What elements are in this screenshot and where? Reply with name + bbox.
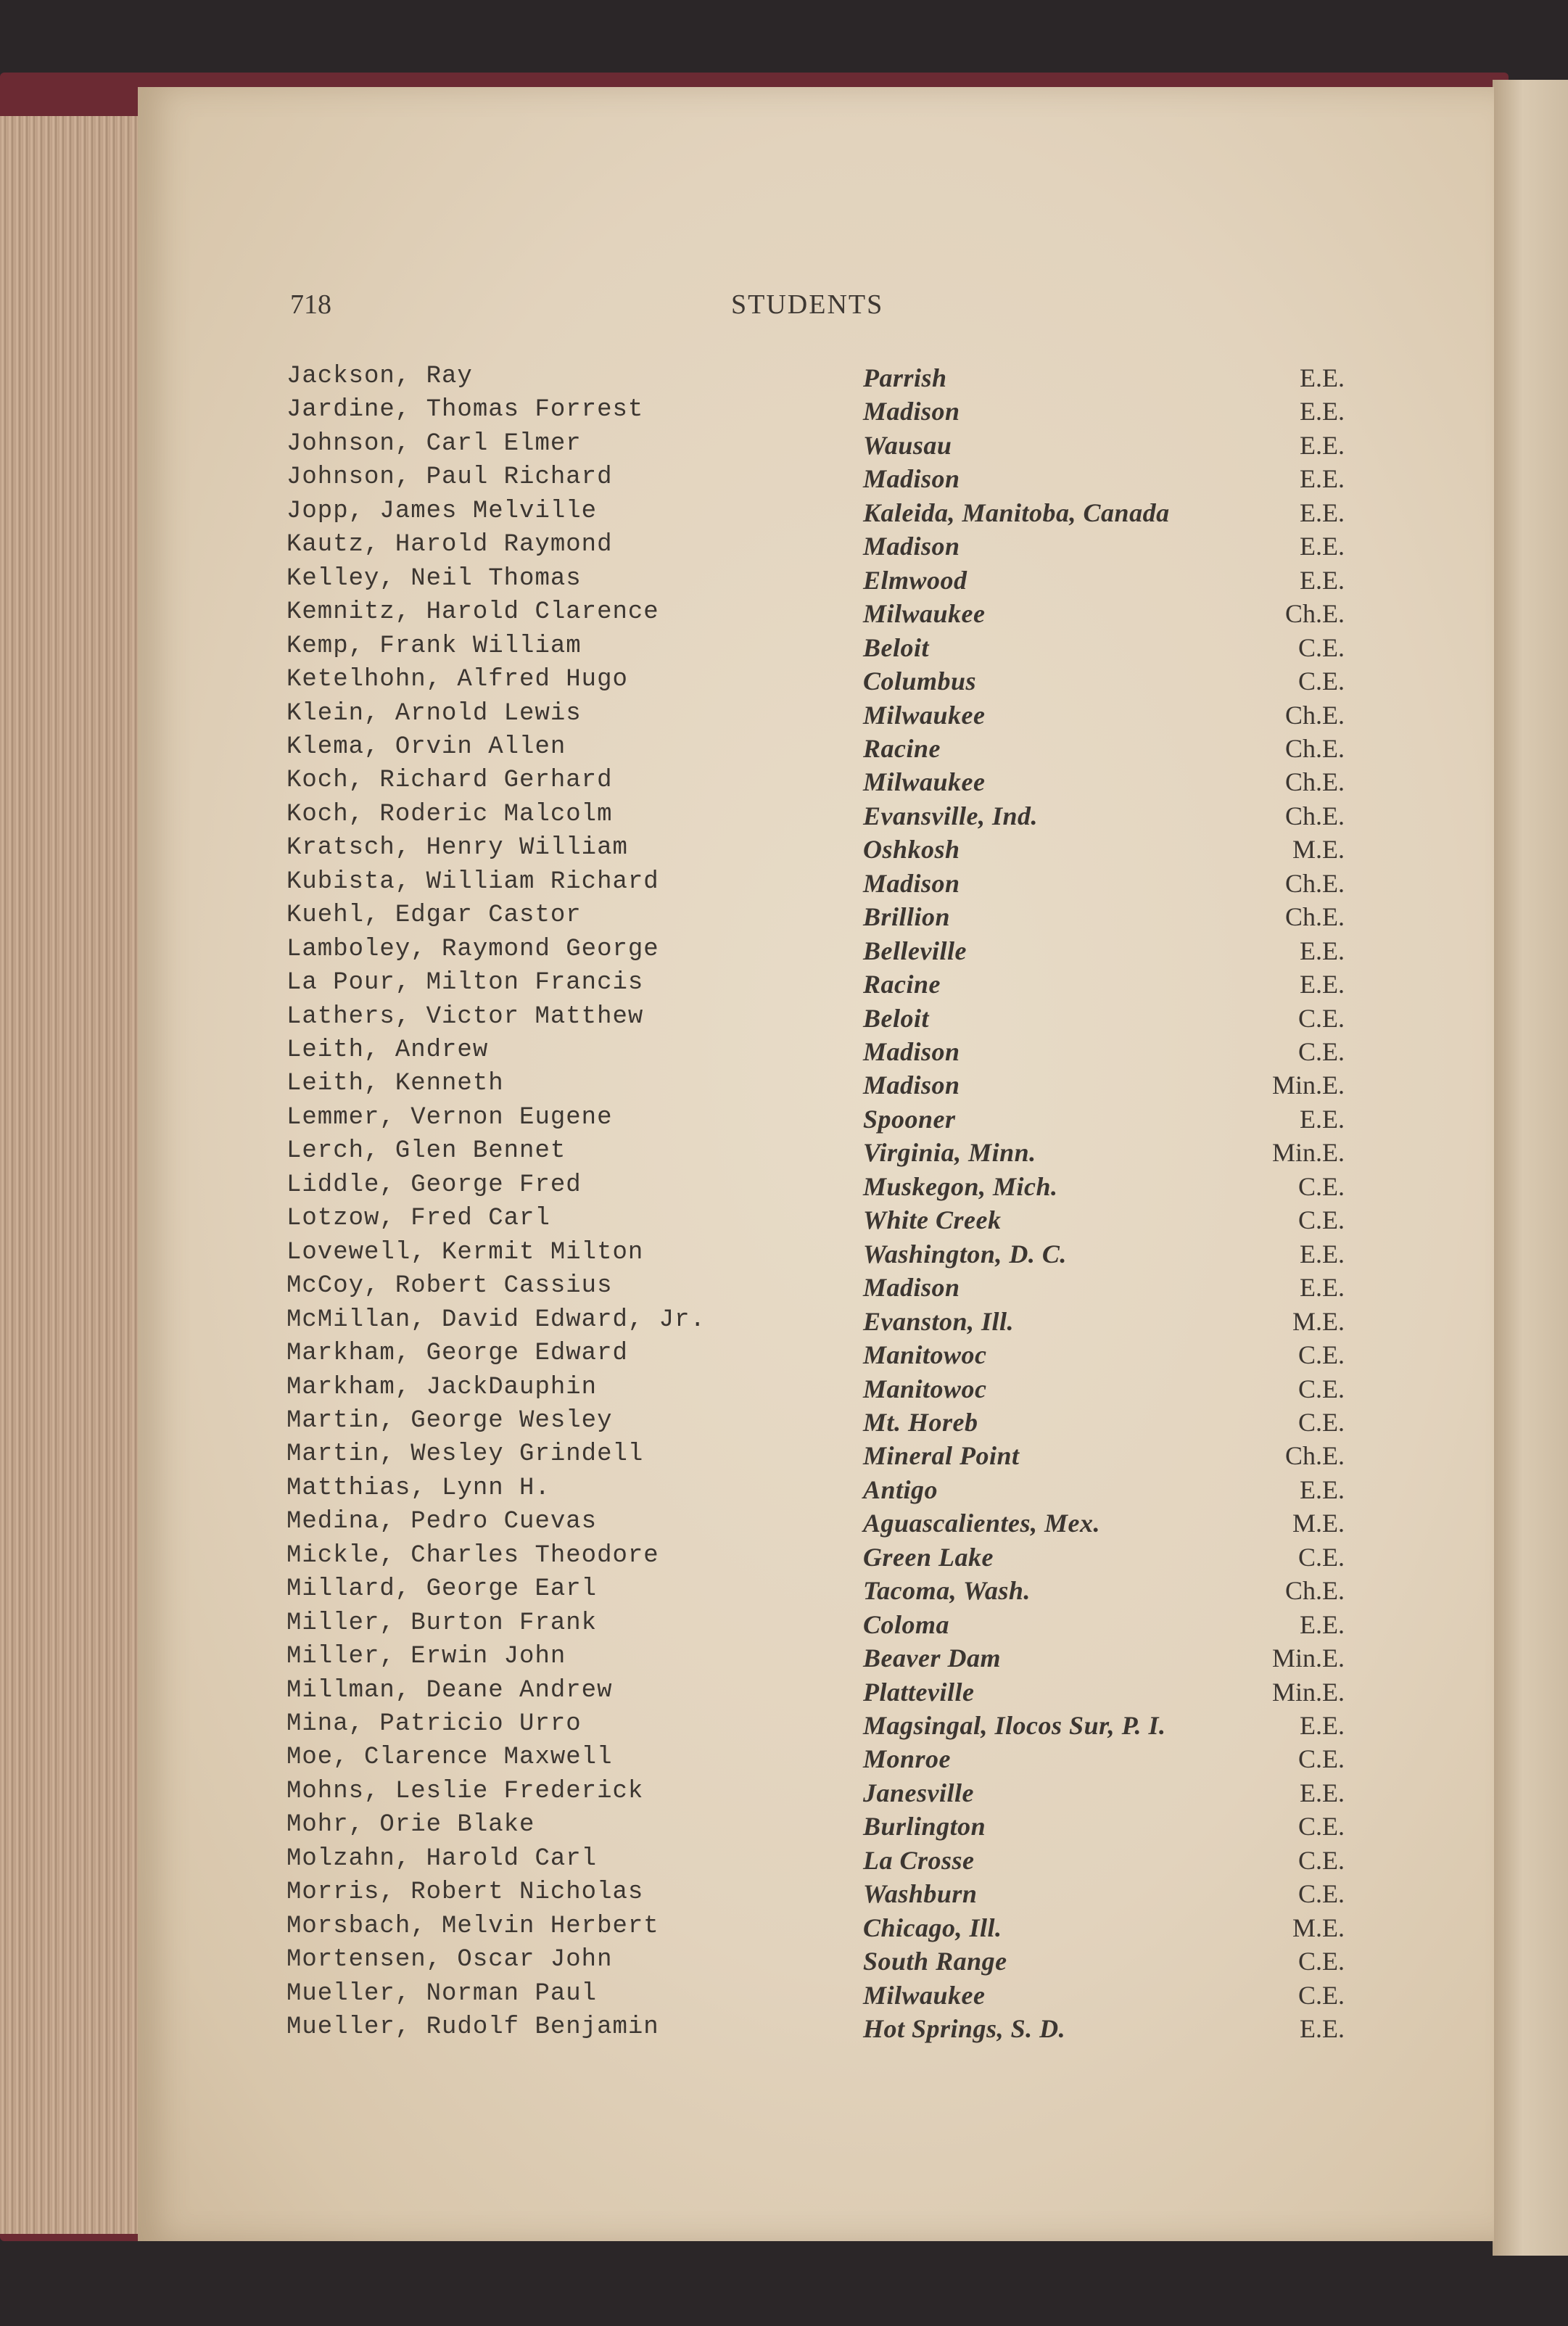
- student-course: C.E.: [1297, 1205, 1345, 1235]
- student-name: Klema, Orvin Allen: [286, 733, 566, 761]
- student-entry: [0, 363, 1568, 396]
- student-name: Johnson, Carl Elmer: [286, 429, 582, 458]
- student-name: Kratsch, Henry William: [286, 834, 628, 862]
- student-course: C.E.: [1297, 1812, 1345, 1842]
- student-entry: [0, 565, 1568, 598]
- student-name: Mueller, Norman Paul: [286, 1979, 598, 2008]
- student-course: M.E.: [1292, 1913, 1345, 1942]
- student-entry: [0, 1205, 1568, 1238]
- student-name: Jackson, Ray: [286, 363, 473, 390]
- student-town: Mt. Horeb: [863, 1407, 978, 1437]
- student-name: Ketelhohn, Alfred Hugo: [286, 666, 628, 694]
- student-town: Green Lake: [863, 1542, 994, 1572]
- student-name: Leith, Kenneth: [286, 1070, 504, 1098]
- student-course: C.E.: [1297, 1542, 1345, 1572]
- student-course: C.E.: [1297, 1845, 1345, 1875]
- student-entry: [0, 1845, 1568, 1878]
- student-entry: [0, 1036, 1568, 1070]
- student-name: Millard, George Earl: [286, 1575, 598, 1604]
- student-name: Matthias, Lynn H.: [286, 1474, 550, 1502]
- student-course: E.E.: [1300, 1711, 1345, 1740]
- student-name: Mickle, Charles Theodore: [286, 1541, 659, 1570]
- student-course: E.E.: [1300, 397, 1345, 426]
- student-course: E.E.: [1300, 936, 1345, 965]
- student-town: Tacoma, Wash.: [863, 1576, 1031, 1606]
- student-name: Miller, Erwin John: [286, 1643, 566, 1671]
- student-name: Johnson, Paul Richard: [286, 463, 613, 492]
- student-entry: [0, 1575, 1568, 1609]
- student-name: Lerch, Glen Bennet: [286, 1137, 566, 1166]
- student-town: Evanston, Ill.: [863, 1306, 1015, 1336]
- student-name: Mina, Patricio Urro: [286, 1710, 582, 1738]
- student-name: Koch, Roderic Malcolm: [286, 800, 613, 828]
- student-town: Milwaukee: [863, 700, 986, 730]
- student-course: C.E.: [1297, 1037, 1345, 1066]
- student-entry: [0, 1980, 1568, 2013]
- student-entry: [0, 1609, 1568, 1643]
- student-name: Leith, Andrew: [286, 1036, 489, 1064]
- student-entry: [0, 1407, 1568, 1440]
- student-entry: [0, 1137, 1568, 1171]
- student-entry: [0, 700, 1568, 733]
- student-course: Ch.E.: [1284, 599, 1345, 629]
- student-name: Kelley, Neil Thomas: [286, 564, 582, 593]
- student-town: Chicago, Ill.: [863, 1913, 1002, 1942]
- student-entry: [0, 1542, 1568, 1575]
- student-entry: [0, 531, 1568, 564]
- student-name: Millman, Deane Andrew: [286, 1676, 613, 1704]
- student-entry: [0, 632, 1568, 666]
- student-town: Madison: [863, 464, 960, 494]
- page-header: [290, 289, 1363, 325]
- student-entry: [0, 1003, 1568, 1036]
- student-course: C.E.: [1297, 667, 1345, 696]
- student-town: Magsingal, Ilocos Sur, P. I.: [863, 1711, 1166, 1740]
- student-town: Janesville: [863, 1778, 974, 1807]
- student-town: Manitowoc: [863, 1340, 987, 1370]
- student-course: E.E.: [1300, 532, 1345, 561]
- student-entry: [0, 430, 1568, 463]
- student-entry: [0, 969, 1568, 1002]
- student-town: Manitowoc: [863, 1374, 987, 1403]
- student-town: Wausau: [863, 430, 952, 460]
- student-town: Coloma: [863, 1609, 950, 1639]
- student-name: McCoy, Robert Cassius: [286, 1272, 613, 1300]
- student-name: Lotzow, Fred Carl: [286, 1205, 550, 1233]
- student-entry: [0, 1239, 1568, 1272]
- student-town: Columbus: [863, 667, 977, 696]
- student-town: Elmwood: [863, 565, 967, 595]
- student-entry: [0, 1946, 1568, 1979]
- student-entry: [0, 463, 1568, 497]
- running-head: STUDENTS: [731, 289, 884, 320]
- student-course: E.E.: [1300, 1273, 1345, 1303]
- student-course: Min.E.: [1271, 1071, 1345, 1100]
- student-entry: [0, 801, 1568, 834]
- student-name: La Pour, Milton Francis: [286, 969, 644, 997]
- student-course: Ch.E.: [1284, 733, 1345, 763]
- student-town: Madison: [863, 868, 960, 898]
- student-course: Ch.E.: [1284, 868, 1345, 898]
- student-entry: [0, 902, 1568, 935]
- student-town: Monroe: [863, 1744, 952, 1774]
- student-town: Madison: [863, 1273, 960, 1303]
- student-town: Brillion: [863, 902, 951, 932]
- student-entry: [0, 1811, 1568, 1844]
- student-course: M.E.: [1292, 835, 1345, 865]
- student-course: Ch.E.: [1284, 801, 1345, 830]
- student-course: E.E.: [1300, 2014, 1345, 2044]
- student-course: Min.E.: [1271, 1138, 1345, 1168]
- student-course: E.E.: [1300, 430, 1345, 460]
- student-entry: [0, 1643, 1568, 1676]
- student-name: Martin, George Wesley: [286, 1406, 613, 1435]
- student-town: Hot Springs, S. D.: [863, 2014, 1066, 2044]
- student-name: Markham, JackDauphin: [286, 1373, 598, 1401]
- student-town: Belleville: [863, 936, 967, 965]
- student-name: Jardine, Thomas Forrest: [286, 396, 644, 424]
- student-town: Antigo: [863, 1475, 938, 1504]
- student-name: Lovewell, Kermit Milton: [286, 1238, 644, 1266]
- student-name: Koch, Richard Gerhard: [286, 767, 613, 795]
- student-town: Beloit: [863, 1003, 929, 1033]
- student-name: Molzahn, Harold Carl: [286, 1844, 598, 1873]
- student-town: Beloit: [863, 632, 929, 662]
- student-name: Medina, Pedro Cuevas: [286, 1508, 598, 1536]
- student-entry: [0, 498, 1568, 531]
- student-name: Mohr, Orie Blake: [286, 1811, 535, 1839]
- student-course: C.E.: [1297, 632, 1345, 662]
- student-town: Muskegon, Mich.: [863, 1171, 1058, 1201]
- student-course: Ch.E.: [1284, 1576, 1345, 1606]
- student-entry: [0, 598, 1568, 632]
- student-course: E.E.: [1300, 498, 1345, 527]
- student-course: E.E.: [1300, 464, 1345, 494]
- student-entry: [0, 1778, 1568, 1811]
- student-course: E.E.: [1300, 1609, 1345, 1639]
- student-name: Liddle, George Fred: [286, 1171, 582, 1199]
- student-name: Miller, Burton Frank: [286, 1609, 598, 1637]
- student-town: Parrish: [863, 363, 947, 392]
- student-entry: [0, 1913, 1568, 1946]
- student-course: C.E.: [1297, 1947, 1345, 1976]
- student-name: Lemmer, Vernon Eugene: [286, 1103, 613, 1131]
- student-town: Washburn: [863, 1879, 978, 1909]
- student-entry: [0, 1440, 1568, 1474]
- student-town: Platteville: [863, 1677, 975, 1707]
- student-town: Evansville, Ind.: [863, 801, 1039, 830]
- student-course: C.E.: [1297, 1744, 1345, 1774]
- student-course: M.E.: [1292, 1509, 1345, 1538]
- student-course: Min.E.: [1271, 1644, 1345, 1673]
- student-course: E.E.: [1300, 1475, 1345, 1504]
- student-entry: [0, 1878, 1568, 1912]
- student-name: Kubista, William Richard: [286, 867, 659, 896]
- student-name: Kautz, Harold Raymond: [286, 531, 613, 559]
- student-town: Oshkosh: [863, 835, 960, 865]
- student-course: Ch.E.: [1284, 1441, 1345, 1471]
- student-entry: [0, 1306, 1568, 1340]
- student-town: Milwaukee: [863, 1980, 986, 2010]
- student-name: Mortensen, Oscar John: [286, 1946, 613, 1974]
- student-town: Racine: [863, 970, 941, 999]
- student-town: White Creek: [863, 1205, 1002, 1235]
- student-entry: [0, 396, 1568, 429]
- student-course: E.E.: [1300, 565, 1345, 595]
- student-entry: [0, 1070, 1568, 1103]
- student-name: Markham, George Edward: [286, 1340, 628, 1368]
- student-town: Spooner: [863, 1104, 956, 1134]
- student-town: South Range: [863, 1947, 1007, 1976]
- student-name: Moe, Clarence Maxwell: [286, 1744, 613, 1772]
- student-town: Mineral Point: [863, 1441, 1020, 1471]
- student-entry: [0, 733, 1568, 767]
- student-entry: [0, 1171, 1568, 1205]
- student-entry: [0, 936, 1568, 969]
- student-name: Morsbach, Melvin Herbert: [286, 1912, 659, 1940]
- student-course: Min.E.: [1271, 1677, 1345, 1707]
- student-course: E.E.: [1300, 970, 1345, 999]
- student-entry: [0, 1710, 1568, 1744]
- student-course: E.E.: [1300, 363, 1345, 392]
- student-course: E.E.: [1300, 1778, 1345, 1807]
- student-course: C.E.: [1297, 1407, 1345, 1437]
- student-entry: [0, 1340, 1568, 1373]
- student-entry: [0, 834, 1568, 867]
- student-name: Martin, Wesley Grindell: [286, 1440, 644, 1469]
- student-name: Lamboley, Raymond George: [286, 935, 659, 963]
- student-town: Burlington: [863, 1812, 986, 1842]
- student-entry: [0, 1677, 1568, 1710]
- student-name: Lathers, Victor Matthew: [286, 1002, 644, 1031]
- student-town: Beaver Dam: [863, 1644, 1001, 1673]
- student-town: La Crosse: [863, 1845, 975, 1875]
- student-course: C.E.: [1297, 1340, 1345, 1370]
- student-town: Madison: [863, 532, 960, 561]
- student-entry: [0, 868, 1568, 902]
- student-entry: [0, 1272, 1568, 1306]
- student-entry: [0, 1104, 1568, 1137]
- student-town: Milwaukee: [863, 767, 986, 797]
- student-entry: [0, 666, 1568, 699]
- student-name: Kuehl, Edgar Castor: [286, 902, 582, 930]
- student-course: Ch.E.: [1284, 700, 1345, 730]
- student-name: McMillan, David Edward, Jr.: [286, 1306, 706, 1334]
- student-town: Madison: [863, 1071, 960, 1100]
- student-town: Virginia, Minn.: [863, 1138, 1036, 1168]
- student-name: Mohns, Leslie Frederick: [286, 1777, 644, 1805]
- student-name: Kemnitz, Harold Clarence: [286, 598, 659, 627]
- student-town: Milwaukee: [863, 599, 986, 629]
- student-town: Kaleida, Manitoba, Canada: [863, 498, 1170, 527]
- student-course: C.E.: [1297, 1003, 1345, 1033]
- student-name: Klein, Arnold Lewis: [286, 699, 582, 727]
- student-course: E.E.: [1300, 1104, 1345, 1134]
- student-town: Madison: [863, 1037, 960, 1066]
- student-course: C.E.: [1297, 1374, 1345, 1403]
- student-entry: [0, 1374, 1568, 1407]
- student-name: Jopp, James Melville: [286, 497, 598, 525]
- student-town: Aguascalientes, Mex.: [863, 1509, 1101, 1538]
- student-town: Racine: [863, 733, 941, 763]
- student-course: Ch.E.: [1284, 902, 1345, 932]
- page-number: 718: [290, 289, 331, 320]
- student-name: Morris, Robert Nicholas: [286, 1878, 644, 1907]
- student-name: Mueller, Rudolf Benjamin: [286, 2013, 659, 2042]
- student-entry: [0, 1744, 1568, 1777]
- student-entry: [0, 1475, 1568, 1508]
- student-town: Washington, D. C.: [863, 1239, 1067, 1269]
- student-entry: [0, 2013, 1568, 2047]
- student-course: M.E.: [1292, 1306, 1345, 1336]
- student-course: E.E.: [1300, 1239, 1345, 1269]
- student-course: Ch.E.: [1284, 767, 1345, 797]
- student-town: Madison: [863, 397, 960, 426]
- student-course: C.E.: [1297, 1879, 1345, 1909]
- student-entry: [0, 1508, 1568, 1541]
- student-course: C.E.: [1297, 1171, 1345, 1201]
- student-entry: [0, 767, 1568, 800]
- student-name: Kemp, Frank William: [286, 632, 582, 660]
- student-course: C.E.: [1297, 1980, 1345, 2010]
